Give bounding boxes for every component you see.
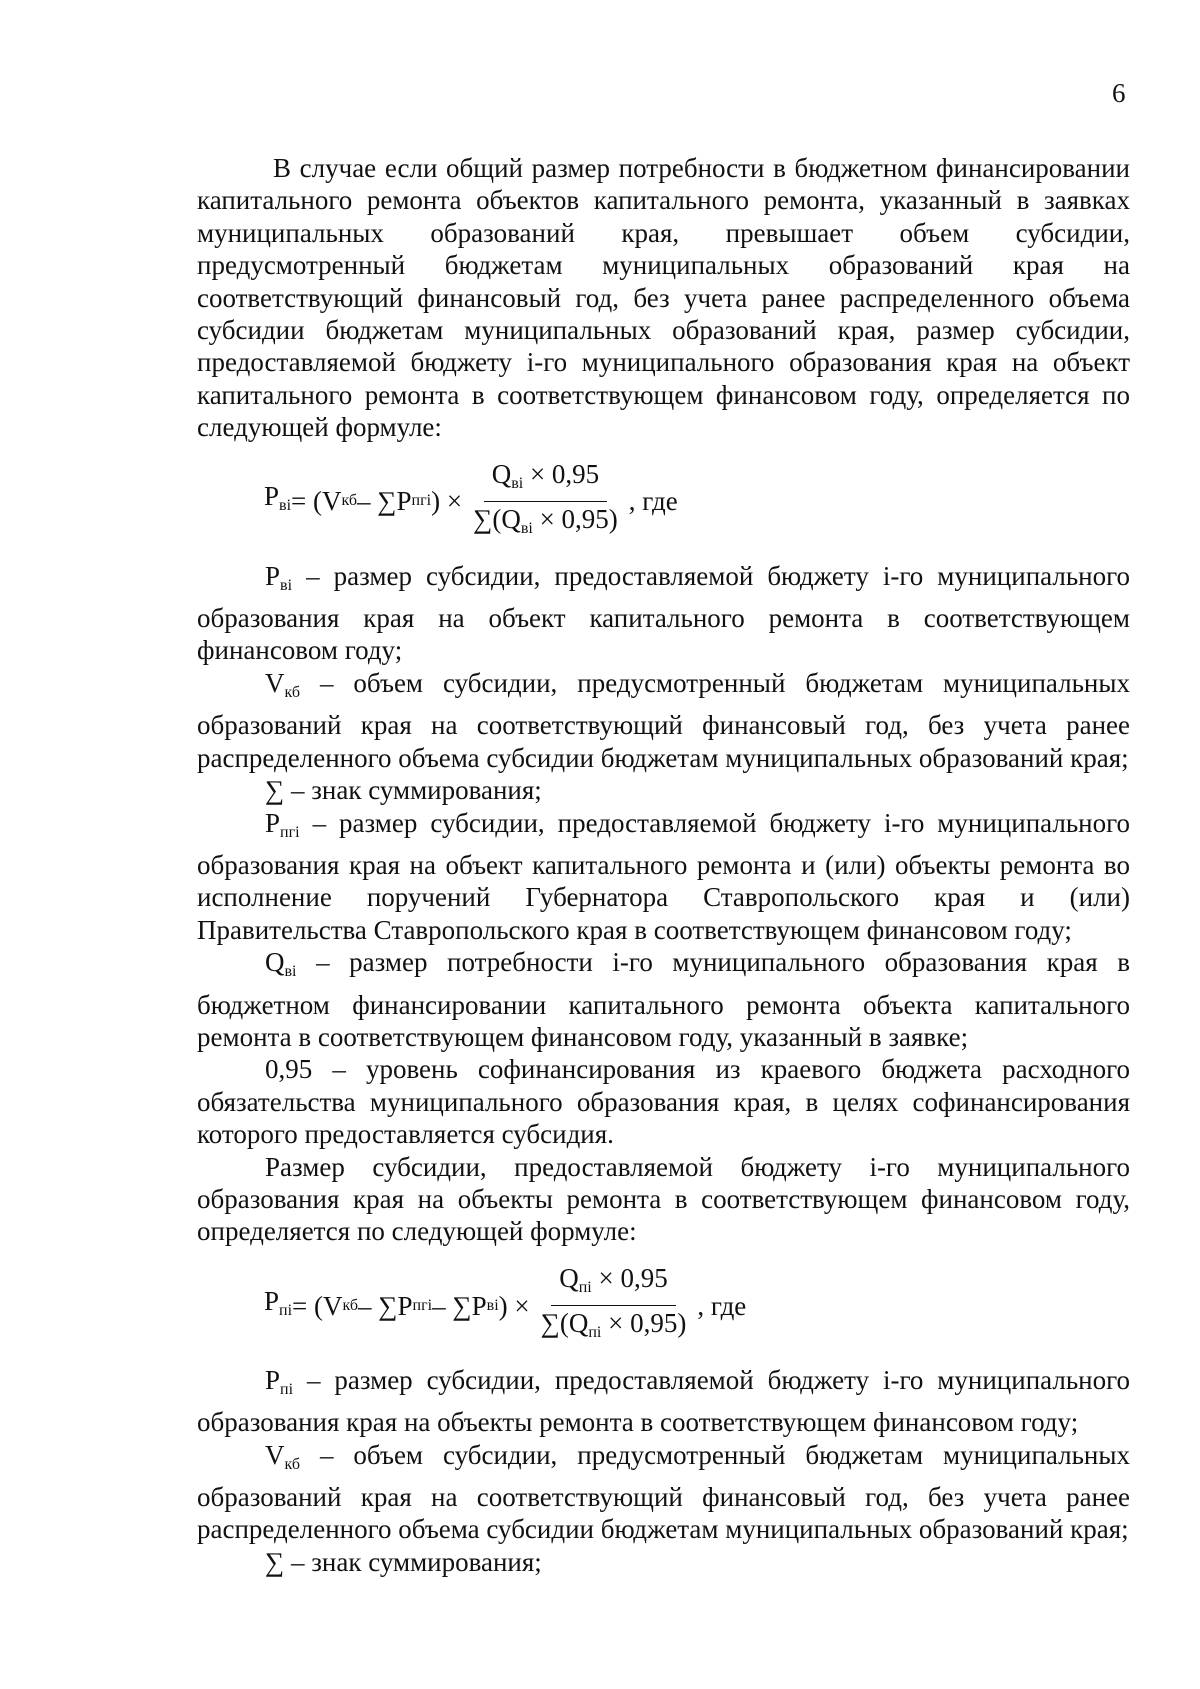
- intro-paragraph: В случае если общий размер потребности в бюджетном финансировании капитального ремонта объектов капитального ремонта, указанный в заявках муниципальных образований края, превышает объем субсидии, предусмотренный бюджетам муниципальных образований края на соответствующий финансовый год, без учета ранее распределенного объема субсидии бюджетам муниципальных образований края, размер субсидии, предоставляемой бюджету i-го муниципального образования края на объект капитального ремонта в соответствующем финансовом году, определяется по следующей формуле:: [197, 153, 1130, 443]
- definition-item: ∑ – знак суммирования;: [265, 1546, 542, 1577]
- definition-item: 0,95 – уровень софинансирования из краевого бюджета расходного обязательства муниципального образования края, в целях софинансирования которого предоставляется субсидия.: [197, 1054, 1130, 1150]
- formula-term: ) ×: [498, 1290, 530, 1321]
- definition-item: $P_{пi}$ – размер субсидии, предоставляемой бюджету i-го муниципального образования края на объекты ремонта в соответствующем финансовом году;: [197, 1364, 1130, 1438]
- formula-subscript: вi: [486, 1296, 499, 1314]
- definition-item: $P_{вi}$ – размер субсидии, предоставляемой бюджету i-го муниципального образования края на объект капитального ремонта в соответствующем финансовом году;: [197, 560, 1130, 666]
- formula-subsidy-repair: [197, 1248, 1130, 1364]
- formula-subscript: кб: [341, 492, 358, 510]
- formula-fraction: [465, 459, 626, 544]
- formula-where: , где: [628, 486, 678, 517]
- formula-subscript: кб: [342, 1296, 359, 1314]
- formula-term: = (V: [291, 486, 342, 517]
- fraction-numerator: $Q_{вi} \times 0,95$: [484, 459, 607, 502]
- formula-term: – ∑P: [358, 1290, 413, 1321]
- formula-subsidy-capital-repair: [197, 444, 1130, 560]
- document-body: [197, 152, 1130, 1578]
- definition-item: $P_{пгi}$ – размер субсидии, предоставляемой бюджету i-го муниципального образования края на объект капитального ремонта и (или) объекты ремонта во исполнение поручений Губернатора Ставропольского края и (или) Правительства Ставропольского края в соответствующем финансовом году;: [197, 807, 1130, 945]
- formula-term: ) ×: [431, 486, 463, 517]
- formula-subscript: пгi: [412, 1296, 433, 1314]
- formula-fraction: [533, 1263, 695, 1348]
- formula-subscript: пгi: [411, 492, 432, 510]
- page-number: 6: [1112, 78, 1126, 108]
- formula-lhs: $P_{вi}$: [264, 481, 292, 515]
- definition-item: $V_{кб}$ – объем субсидии, предусмотренный бюджетам муниципальных образований края на соответствующий финансовый год, без учета ранее распределенного объема субсидии бюджетам муниципальных образований края;: [197, 667, 1130, 773]
- definition-item: $Q_{вi}$ – размер потребности i-го муниципального образования края в бюджетном финансировании капитального ремонта объекта капитального ремонта в соответствующем финансовом году, указанный в заявке;: [197, 947, 1130, 1052]
- formula-term: = (V: [292, 1290, 343, 1321]
- definition-item: ∑ – знак суммирования;: [265, 775, 542, 806]
- formula-term: – ∑P: [357, 486, 412, 517]
- fraction-numerator: $Q_{пi} \times 0,95$: [551, 1263, 676, 1306]
- formula-term: – ∑P: [432, 1290, 487, 1321]
- formula-where: , где: [697, 1290, 747, 1321]
- fraction-denominator: $\sum(Q_{пi} \times 0,95)$: [540, 1308, 687, 1342]
- definition-item: $V_{кб}$ – объем субсидии, предусмотренный бюджетам муниципальных образований края на соответствующий финансовый год, без учета ранее распределенного объема субсидии бюджетам муниципальных образований края;: [197, 1439, 1130, 1545]
- fraction-denominator: $\sum(Q_{вi} \times 0,95)$: [473, 504, 618, 538]
- formula-lhs: $P_{пi}$: [264, 1285, 293, 1319]
- mid-paragraph: Размер субсидии, предоставляемой бюджету i-го муниципального образования края на объекты ремонта в соответствующем финансовом году, определяется по следующей формуле:: [197, 1151, 1130, 1247]
